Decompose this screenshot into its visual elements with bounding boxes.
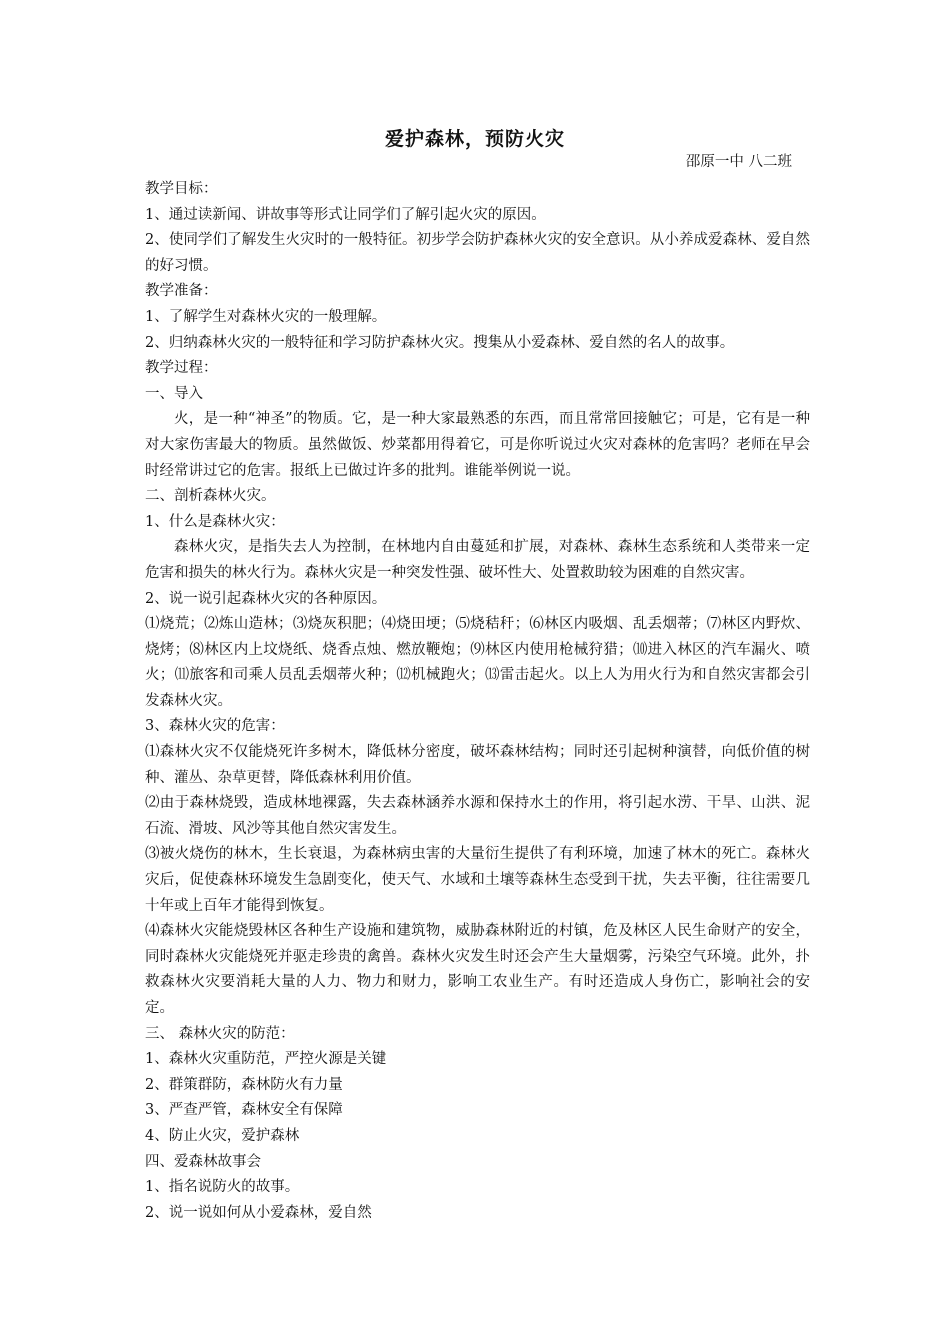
paragraph: ⑴烧荒；⑵炼山造林；⑶烧灰积肥；⑷烧田埂；⑸烧秸秆；⑹林区内吸烟、乱丢烟蒂；⑺林区内野炊、烧烤；⑻林区内上坟烧纸、烧香点烛、燃放鞭炮；⑼林区内使用枪械狩猎；⑽进入林区的汽车漏火、喷火；⑾旅客和司乘人员乱丢烟蒂火种；⑿机械跑火；⒀雷击起火。以上人为用火行为和自然灾害都会引发森林火灾。 xyxy=(145,616,810,709)
paragraph: ⑵由于森林烧毁，造成林地裸露，失去森林涵养水源和保持水土的作用，将引起水涝、干旱、山洪、泥石流、滑坡、风沙等其他自然灾害发生。 xyxy=(145,795,810,837)
text-line: 1、森林火灾重防范，严控火源是关键 xyxy=(145,1051,387,1068)
text-line: 四、爱森林故事会 xyxy=(145,1153,261,1170)
text-line: 教学目标： xyxy=(145,181,218,197)
document-title: 爱护森林，预防火灾 xyxy=(384,128,565,150)
paragraph: ⑴森林火灾不仅能烧死许多树木，降低林分密度，破坏森林结构；同时还引起树种演替，向低价值的树种、灌丛、杂草更替，降低森林利用价值。 xyxy=(145,744,810,786)
paragraph: 森林火灾，是指失去人为控制，在林地内自由蔓延和扩展，对森林、森林生态系统和人类带来一定危害和损失的林火行为。森林火灾是一种突发性强、破坏性大、处置救助较为困难的自然灾害。 xyxy=(145,539,810,581)
text-line: 教学准备： xyxy=(145,283,218,300)
text-line: 1、了解学生对森林火灾的一般理解。 xyxy=(145,308,387,325)
text-line: 教学过程： xyxy=(145,360,218,377)
text-line: 1、通过读新闻、讲故事等形式让同学们了解引起火灾的原因。 xyxy=(145,206,546,223)
text-line: 2、归纳森林火灾的一般特征和学习防护森林火灾。搜集从小爱森林、爱自然的名人的故事。 xyxy=(145,334,735,351)
text-line: 4、防止火灾，爱护森林 xyxy=(145,1127,300,1144)
text-line: 三、 森林火灾的防范： xyxy=(145,1025,295,1042)
text-line: 2、说一说如何从小爱森林，爱自然 xyxy=(145,1204,372,1221)
paragraph: 2、使同学们了解发生火灾时的一般特征。初步学会防护森林火灾的安全意识。从小养成爱森林、爱自然的好习惯。 xyxy=(145,232,810,274)
text-line: 3、森林火灾的危害： xyxy=(145,718,285,735)
text-line: 2、说一说引起森林火灾的各种原因。 xyxy=(145,590,387,607)
paragraph: ⑶被火烧伤的林木，生长衰退，为森林病虫害的大量衍生提供了有利环境，加速了林木的死亡。森林火灾后，促使森林环境发生急剧变化，使天气、水域和土壤等森林生态受到干扰，失去平衡，往往需要几十年或上百年才能得到恢复。 xyxy=(145,846,810,914)
text-line: 1、什么是森林火灾： xyxy=(145,513,285,530)
text-line: 3、严查严管，森林安全有保障 xyxy=(145,1102,343,1119)
paragraph: 火，是一种“神圣”的物质。它，是一种大家最熟悉的东西，而且常常回接触它；可是，它有是一种对大家伤害最大的物质。虽然做饭、炒菜都用得着它，可是你听说过火灾对森林的危害吗？老师在早会时经常讲过它的危害。报纸上已做过许多的批判。谁能举例说一说。 xyxy=(145,411,810,479)
text-line: 1、指名说防火的故事。 xyxy=(145,1179,300,1196)
text-line: 2、群策群防，森林防火有力量 xyxy=(145,1076,343,1093)
text-line: 一、导入 xyxy=(145,385,203,402)
paragraph: ⑷森林火灾能烧毁林区各种生产设施和建筑物，威胁森林附近的村镇，危及林区人民生命财产的安全，同时森林火灾能烧死并驱走珍贵的禽兽。森林火灾发生时还会产生大量烟雾，污染空气环境。此外，扑救森林火灾要消耗大量的人力、物力和财力，影响工农业生产。有时还造成人身伤亡，影响社会的安定。 xyxy=(145,923,810,1016)
document-author: 邵原一中 八二班 xyxy=(685,154,792,170)
document-body xyxy=(145,177,810,1226)
text-line: 二、剖析森林火灾。 xyxy=(145,488,276,505)
